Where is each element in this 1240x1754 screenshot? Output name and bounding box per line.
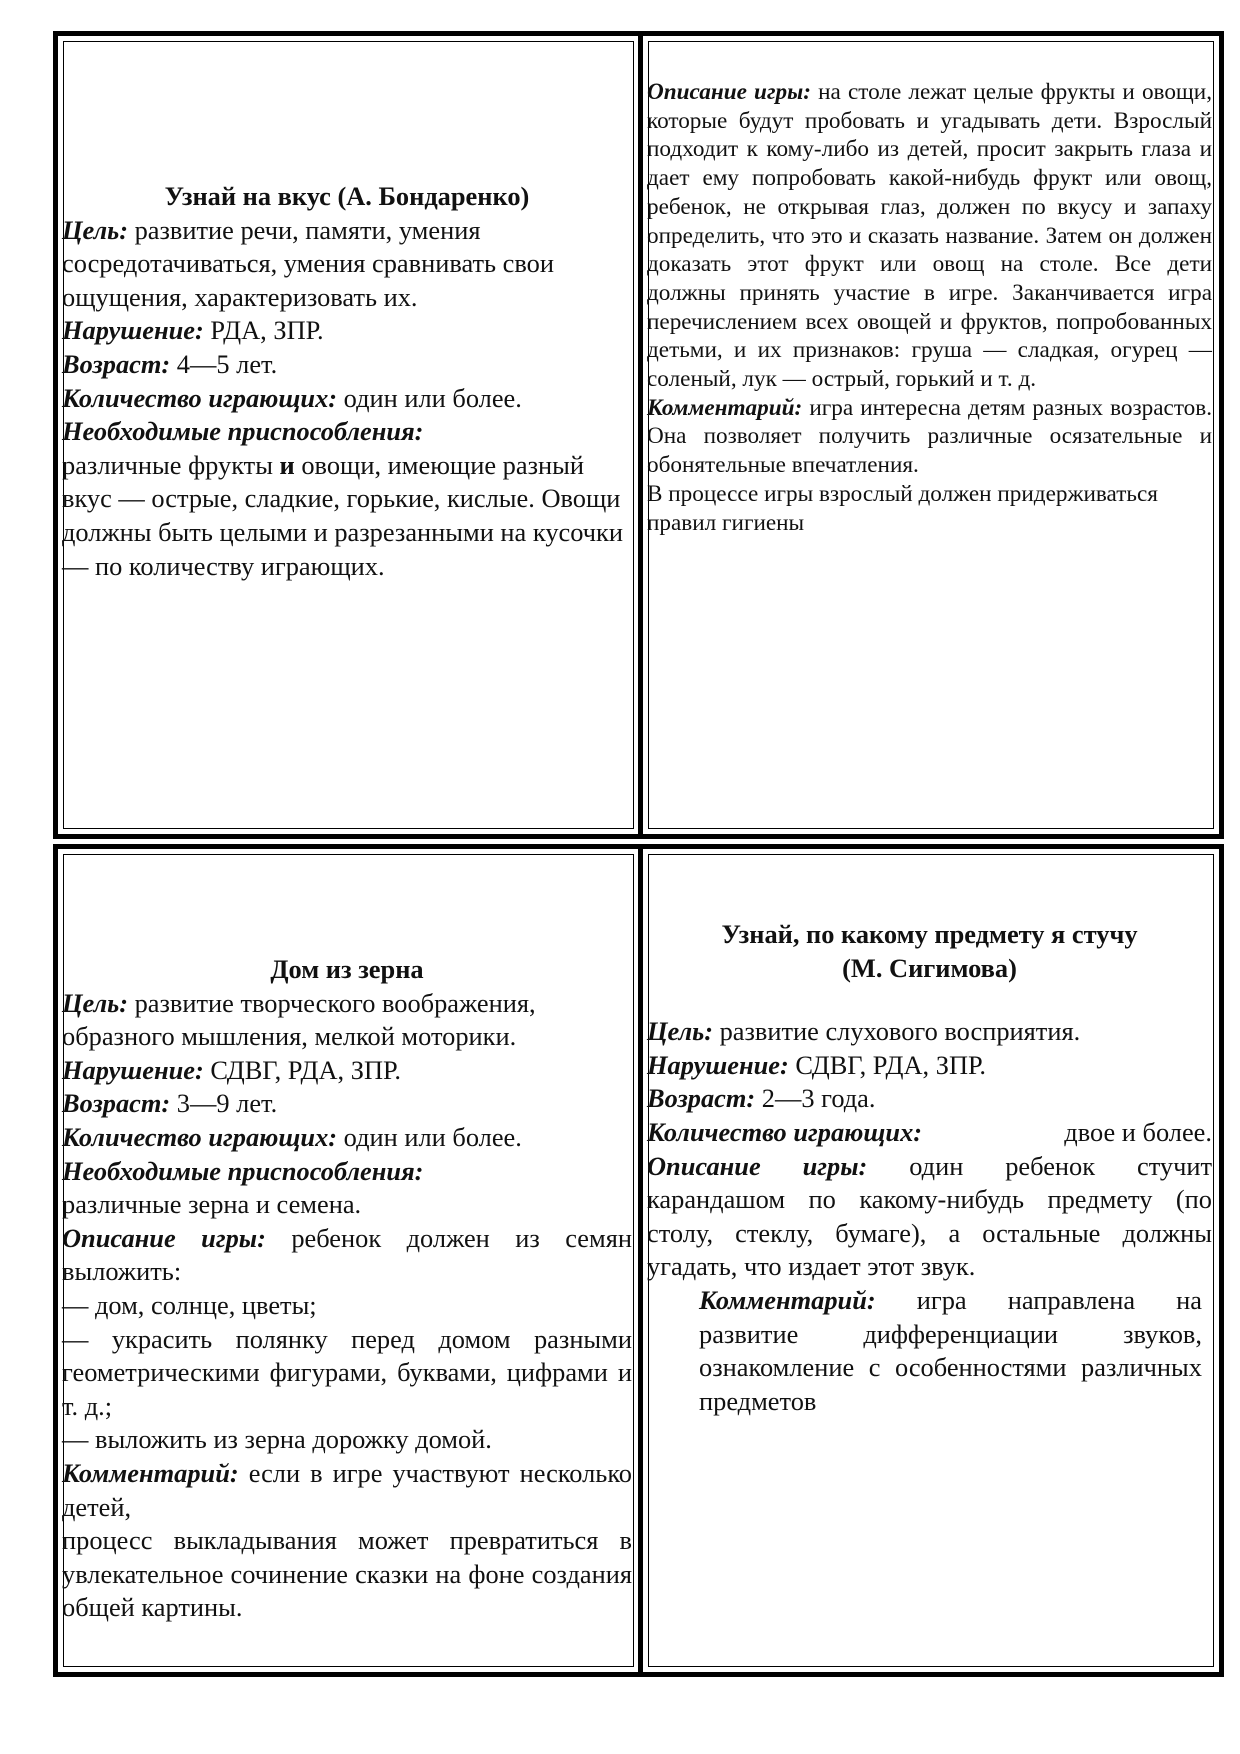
equipment-text: различные фрукты и овощи, имеющие разный вкус — острые, сладкие, горькие, кислые. Овощи должны быть целыми и разрезанными на кусочки — по количеству играющих. [62, 449, 623, 581]
age-line: Возраст: 4—5 лет. [62, 348, 278, 379]
list-item: — украсить полянку перед домом разными геометрическими фигурами, буквами, цифрами и т. д.; [62, 1323, 632, 1421]
equipment-label: Необходимые приспособления: [62, 416, 424, 447]
disorder-line: Нарушение: СДВГ, РДА, ЗПР. [647, 1049, 986, 1080]
players-line: Количество играющих: один или более. [62, 382, 522, 413]
equipment-label: Необходимые приспособления: [62, 1155, 424, 1186]
comment-paragraph: Комментарий: игра направлена на развитие дифференциации звуков, ознакомление с особенностями различных предметов [699, 1284, 1202, 1416]
comment-continuation: процесс выкладывания может превратиться в увлекательное сочинение сказки на фоне создания общей картины. [62, 1525, 632, 1623]
age-line: Возраст: 2—3 года. [647, 1083, 876, 1114]
description-paragraph: Описание игры: на столе лежат целые фрукты и овощи, которые будут пробовать и угадывать дети. Взрослый подходит к кому-либо из детей, просит закрыть глаза и дает ему попробовать какой-нибудь фрукт или овощ, ребенок, не открывая глаз, должен по вкусу и запаху определить, что это и сказать название. Затем он должен доказать этот фрукт или овощ на столе. Все дети должны принять участие в игре. Заканчивается игра перечислением всех овощей и фруктов, попробованных детьми, и их признаков: груша — сладкая, огурец — соленый, лук — острый, горький и т. д. [647, 79, 1212, 393]
list-item: — дом, солнце, цветы; [62, 1289, 317, 1320]
goal-line: Цель: развитие речи, памяти, умения сосредотачиваться, умения сравнивать свои ощущения, характеризовать их. [62, 214, 554, 312]
card-taste-game-description [647, 40, 1212, 825]
comment-paragraph: Комментарий: игра интересна детям разных возрастов. Она позволяет получить различные осязательные и обонятельные впечатления. [647, 394, 1212, 479]
comment-line: Комментарий: если в игре участвуют несколько детей, [62, 1457, 632, 1522]
card-title-line-1: Узнай, по какому предмету я стучу [721, 919, 1138, 949]
hygiene-paragraph: В процессе игры взрослый должен придерживаться правил гигиены [647, 480, 1158, 536]
card-knock-game [647, 853, 1212, 1665]
card-taste-game [62, 40, 632, 825]
list-item: — выложить из зерна дорожку домой. [62, 1424, 492, 1455]
goal-line: Цель: развитие слухового восприятия. [647, 1016, 1081, 1047]
card-title: Узнай на вкус (А. Бондаренко) [164, 181, 530, 211]
card-title: Дом из зерна [270, 954, 424, 984]
disorder-line: Нарушение: РДА, ЗПР. [62, 315, 324, 346]
card-grain-house [62, 853, 632, 1665]
card-title-line-2: (М. Сигимова) [842, 952, 1017, 983]
goal-line: Цель: развитие творческого воображения, образного мышления, мелкой моторики. [62, 987, 536, 1052]
description-paragraph: Описание игры: один ребенок стучит карандашом по какому-нибудь предмету (по столу, стеклу, бумаге), а остальные должны угадать, что издает этот звук. [647, 1150, 1213, 1282]
players-line: Количество играющих: двое и более. [647, 1116, 1212, 1147]
description-line: Описание игры: ребенок должен из семян выложить: [62, 1222, 632, 1287]
players-line: Количество играющих: один или более. [62, 1121, 522, 1152]
disorder-line: Нарушение: СДВГ, РДА, ЗПР. [62, 1054, 401, 1085]
equipment-text: различные зерна и семена. [62, 1189, 362, 1220]
age-line: Возраст: 3—9 лет. [62, 1088, 278, 1119]
